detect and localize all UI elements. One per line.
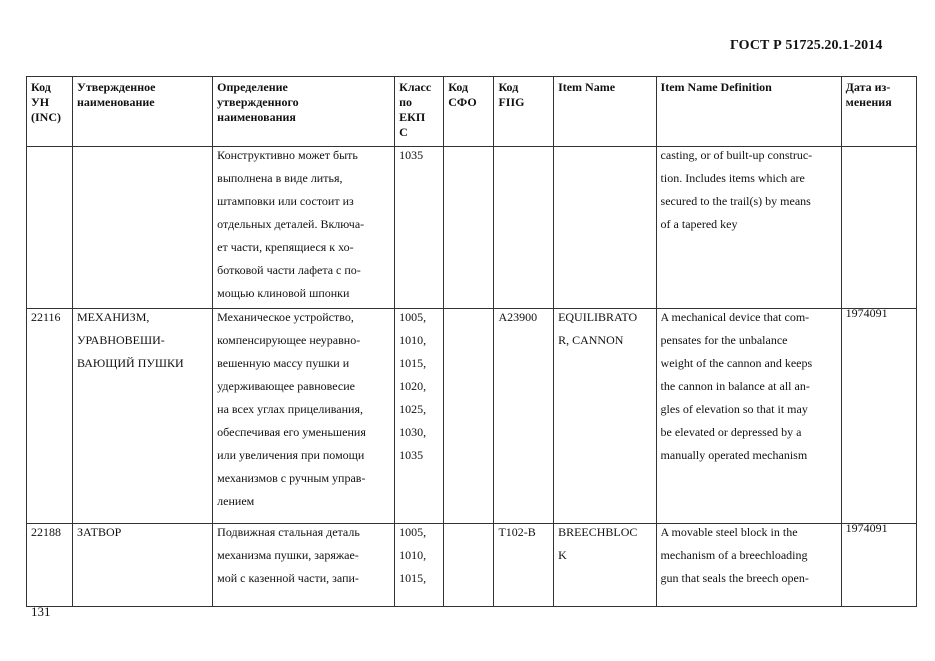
cell-line: ет части, крепящиеся к хо-	[217, 240, 354, 254]
header-inc	[27, 77, 73, 147]
cell-line: manually operated mechanism	[660, 448, 808, 462]
cell-line: компенсирующее неуравно-	[217, 333, 361, 347]
cell-class	[395, 147, 444, 309]
cell-line: 1015,	[399, 571, 427, 585]
cell-inc	[27, 147, 73, 309]
cell-line: 1035	[399, 148, 424, 162]
header-line: Item Name Definition	[660, 80, 772, 94]
cell-line: gles of elevation so that it may	[660, 402, 808, 416]
cell-line: Конструктивно может быть	[217, 148, 358, 162]
cell-line: ЗАТВОР	[77, 525, 122, 539]
cell-line: the cannon in balance at all an-	[660, 379, 810, 393]
cell-change-date	[841, 147, 916, 309]
cell-line: 1035	[399, 448, 424, 462]
cell-line: 1020,	[399, 379, 427, 393]
header-line: утвержденного	[217, 95, 299, 109]
header-definition	[213, 77, 395, 147]
cell-line: мощью клиновой шпонки	[217, 286, 350, 300]
header-class	[395, 77, 444, 147]
header-change-date	[841, 77, 916, 147]
cell-sfo	[444, 524, 494, 607]
header-item-name-definition	[656, 77, 841, 147]
header-line: Дата из-	[845, 80, 891, 94]
cell-line: tion. Includes items which are	[660, 171, 805, 185]
header-line: С	[399, 125, 408, 139]
cell-line: отдельных деталей. Включа-	[217, 217, 365, 231]
cell-item-name-definition	[656, 147, 841, 309]
cell-item-name-definition	[656, 524, 841, 607]
cell-line: Подвижная стальная деталь	[217, 525, 360, 539]
cell-line: casting, or of built-up construc-	[660, 148, 813, 162]
cell-line: или увеличения при помощи	[217, 448, 365, 462]
table-row	[27, 524, 917, 607]
cell-definition	[213, 147, 395, 309]
cell-line: механизма пушки, заряжае-	[217, 548, 359, 562]
cell-line: УРАВНОВЕШИ-	[77, 333, 165, 347]
cell-fiig	[494, 147, 554, 309]
cell-line: Механическое устройство,	[217, 310, 354, 324]
cell-definition	[213, 524, 395, 607]
cell-line: 1015,	[399, 356, 427, 370]
cell-change-date: 1974091	[841, 309, 916, 524]
cell-line: R, CANNON	[558, 333, 624, 347]
cell-line: ВАЮЩИЙ ПУШКИ	[77, 356, 184, 370]
cell-line: 1005,	[399, 310, 427, 324]
cell-line: 1010,	[399, 333, 427, 347]
header-line: ЕКП	[399, 110, 426, 124]
cell-line: 1005,	[399, 525, 427, 539]
cell-line: ботковой части лафета с по-	[217, 263, 361, 277]
cell-line: gun that seals the breech open-	[660, 571, 809, 585]
cell-item-name-definition	[656, 309, 841, 524]
cell-line: 1010,	[399, 548, 427, 562]
cell-definition	[213, 309, 395, 524]
cell-approved-name	[73, 524, 213, 607]
cell-fiig: A23900	[494, 309, 554, 524]
cell-line: be elevated or depressed by a	[660, 425, 802, 439]
header-line: Утвержденное	[77, 80, 156, 94]
cell-line: 1030,	[399, 425, 427, 439]
cell-line: A mechanical device that com-	[660, 310, 810, 324]
cell-line: мой с казенной части, запи-	[217, 571, 359, 585]
cell-item-name	[554, 147, 656, 309]
cell-line: K	[558, 548, 567, 562]
cell-line: вешенную массу пушки и	[217, 356, 350, 370]
cell-line: выполнена в виде литья,	[217, 171, 343, 185]
header-sfo	[444, 77, 494, 147]
cell-line: лением	[217, 494, 255, 508]
cell-inc: 22116	[27, 309, 73, 524]
header-line: наименование	[77, 95, 155, 109]
table-row	[27, 147, 917, 309]
cell-item-name	[554, 309, 656, 524]
header-line: Item Name	[558, 80, 616, 94]
cell-approved-name	[73, 147, 213, 309]
page-number: 131	[31, 604, 51, 619]
cell-line: weight of the cannon and keeps	[660, 356, 813, 370]
cell-line: BREECHBLOC	[558, 525, 638, 539]
header-line: УН	[31, 95, 50, 109]
cell-inc: 22188	[27, 524, 73, 607]
table-row	[27, 309, 917, 524]
cell-line: secured to the trail(s) by means	[660, 194, 811, 208]
cell-line: механизмов с ручным управ-	[217, 471, 366, 485]
cell-class	[395, 524, 444, 607]
document-header: ГОСТ Р 51725.20.1-2014	[730, 38, 883, 53]
cell-change-date: 1974091	[841, 524, 916, 607]
header-line: Код	[31, 80, 51, 94]
cell-line: EQUILIBRATO	[558, 310, 638, 324]
cell-line: МЕХАНИЗМ,	[77, 310, 150, 324]
header-line: наименования	[217, 110, 296, 124]
cell-line: штамповки или состоит из	[217, 194, 354, 208]
header-line: Код	[498, 80, 519, 94]
cell-line: 1025,	[399, 402, 427, 416]
cell-fiig: T102-B	[494, 524, 554, 607]
header-line: менения	[845, 95, 892, 109]
nomenclature-table	[26, 76, 917, 607]
cell-approved-name	[73, 309, 213, 524]
cell-line: обеспечивая его уменьшения	[217, 425, 366, 439]
header-line: Код	[448, 80, 469, 94]
cell-line: pensates for the unbalance	[660, 333, 788, 347]
cell-line: mechanism of a breechloading	[660, 548, 808, 562]
cell-line: на всех углах прицеливания,	[217, 402, 363, 416]
header-line: Класс	[399, 80, 432, 94]
cell-line: of a tapered key	[660, 217, 738, 231]
cell-sfo	[444, 147, 494, 309]
header-line: по	[399, 95, 413, 109]
header-item-name	[554, 77, 656, 147]
header-line: Определение	[217, 80, 288, 94]
header-approved-name	[73, 77, 213, 147]
cell-item-name	[554, 524, 656, 607]
header-line: СФО	[448, 95, 477, 109]
cell-line: удерживающее равновесие	[217, 379, 355, 393]
cell-sfo	[444, 309, 494, 524]
header-line: FIIG	[498, 95, 525, 109]
header-fiig	[494, 77, 554, 147]
cell-line: A movable steel block in the	[660, 525, 798, 539]
header-line: (INC)	[31, 110, 61, 124]
cell-class	[395, 309, 444, 524]
table-header-row	[27, 77, 917, 147]
